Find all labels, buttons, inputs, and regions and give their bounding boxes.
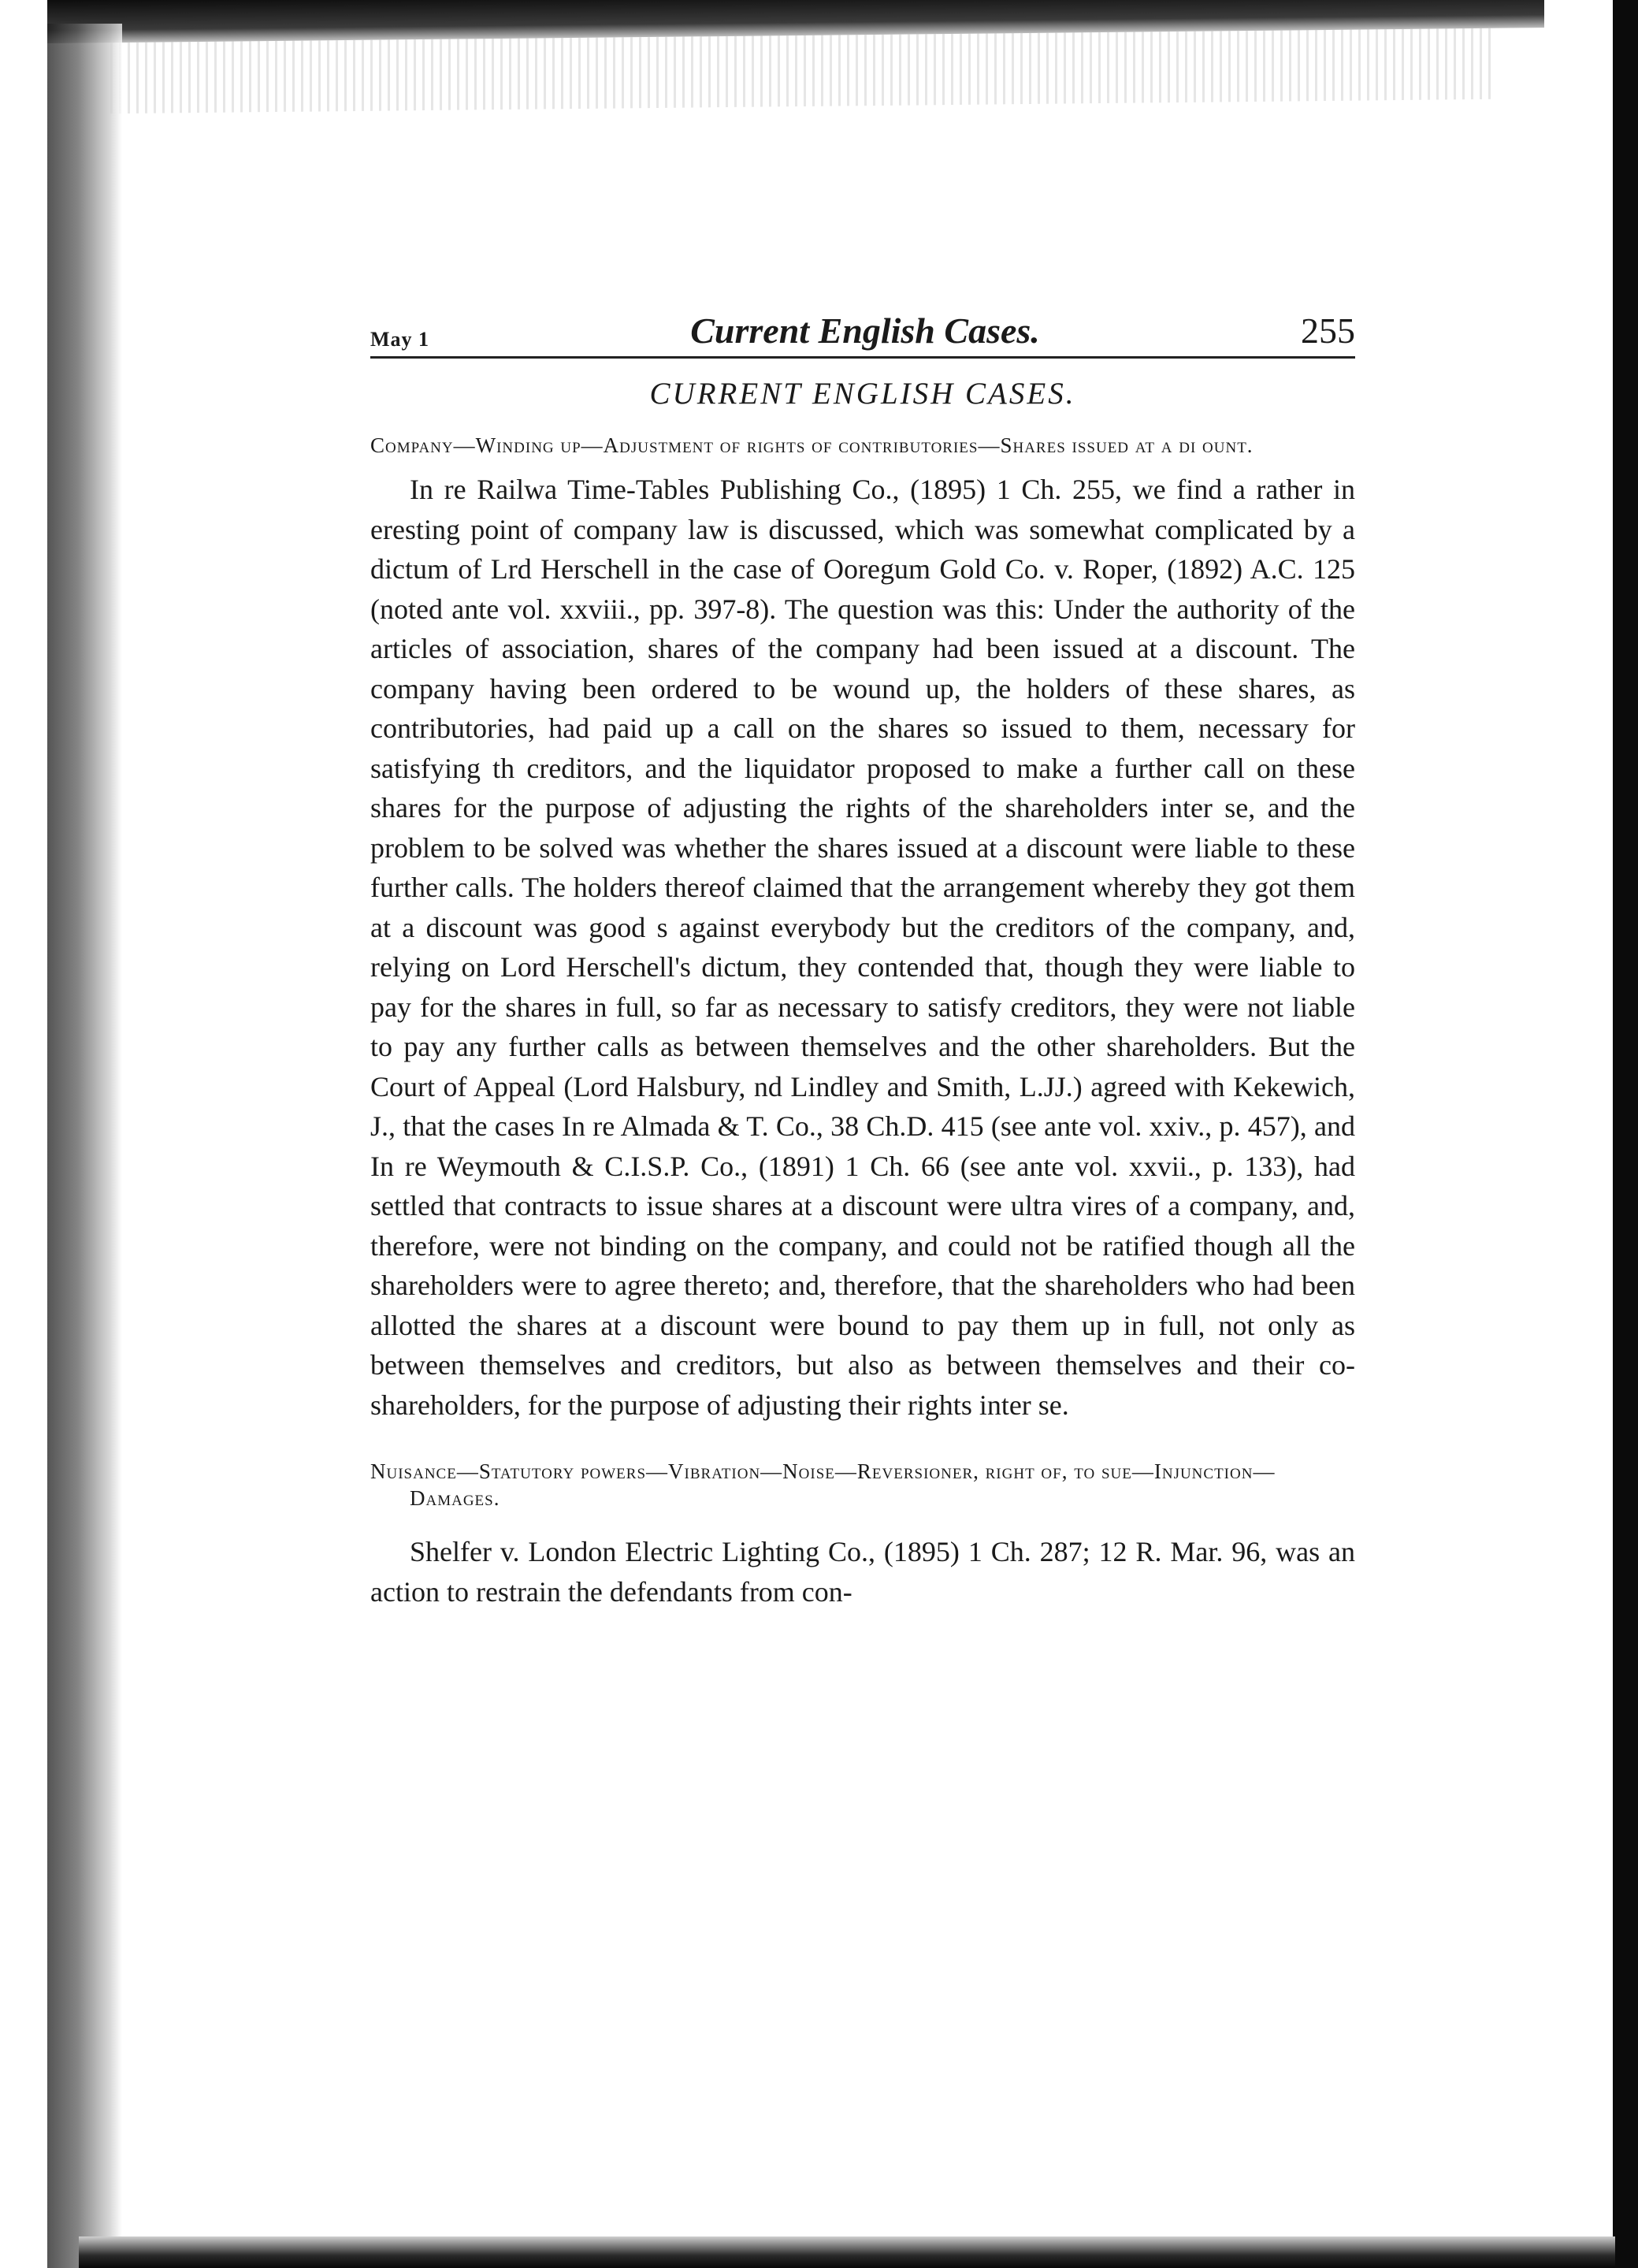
section-body-company: In re Railwa Time-Tables Publishing Co., (1895) 1 Ch. 255, we find a rather in eresting point of company law is discussed, which was somewhat complicated by a dictum of Lrd Herschell in the case of Ooregum Gold Co. v. Roper, (1892) A.C. 125 (noted ante vol. xxviii., pp. 397-8). The question was this: Under the authority of the articles of association, shares of the company had been issued at a discount. The company having been ordered to be wound up, the holders of these shares, as contributories, had paid up a call on the shares so issued to them, necessary for satisfying th creditors, and the liquidator proposed to make a further call on these shares for the purpose of adjusting the rights of the shareholders inter se, and the problem to be solved was whether the shares issued at a discount were liable to these further calls. The holders thereof claimed that the arrangement whereby they got them at a discount was good s against everybody but the creditors of the company, and, relying on Lord Herschell's dictum, they contended that, though they were liable to pay for the shares in full, so far as necessary to satisfy creditors, they were not liable to pay any further calls as between themselves and the other shareholders. But the Court of Appeal (Lord Halsbury, nd Lindley and Smith, L.JJ.) agreed with Kekewich, J., that the cases In re Almada & T. Co., 38 Ch.D. 415 (see ante vol. xxiv., p. 457), and In re Weymouth & C.I.S.P. Co., (1891) 1 Ch. 66 (see ante vol. xxvii., p. 133), had settled that contracts to issue shares at a discount were ultra vires of a company, and, therefore, were not binding on the company, and could not be ratified though all the shareholders were to agree thereto; and, therefore, that the shareholders who had been allotted the shares at a discount were bound to pay them up in full, not only as between themselves and creditors, but also as between themselves and their co-shareholders, for the purpose of adjusting their rights inter se. [370, 474, 1355, 1421]
scan-edge-bottom [79, 2236, 1615, 2268]
section-heading-company: Company—Winding up—Adjustment of rights of contributories—Shares issued at a di ount. [370, 433, 1254, 457]
book-page [370, 307, 1355, 1612]
running-head-date: May 1 [370, 328, 430, 351]
scan-edge-left [47, 24, 122, 2268]
section-gap [370, 1425, 1355, 1456]
page-number: 255 [1300, 310, 1355, 351]
section-heading-nuisance: Nuisance—Statutory powers—Vibration—Noise—Reversioner, right of, to sue—Injunction—Damages. [370, 1459, 1276, 1510]
running-head-title: Current English Cases. [690, 310, 1040, 351]
page-title: CURRENT ENGLISH CASES. [649, 377, 1076, 411]
scan-edge-right [1613, 0, 1638, 2268]
scan-speckle [110, 28, 1497, 113]
section-body-nuisance: Shelfer v. London Electric Lighting Co., (1895) 1 Ch. 287; 12 R. Mar. 96, was an action to restrain the defendants from con- [370, 1536, 1355, 1608]
running-head [370, 307, 1355, 359]
